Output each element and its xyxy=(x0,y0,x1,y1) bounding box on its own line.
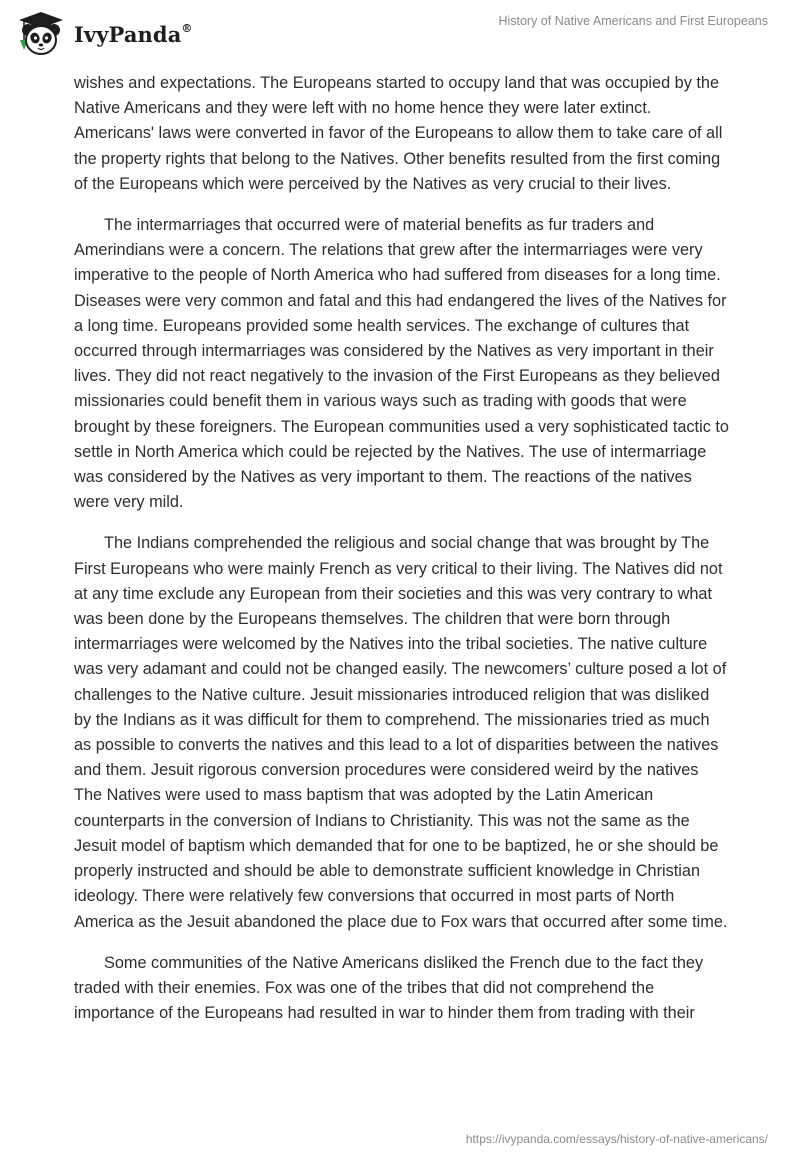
panda-graduate-logo-icon xyxy=(14,10,68,58)
paragraph: Some communities of the Native Americans disliked the French due to the fact they traded with their enemies. Fox was one of the tribes that did not comprehend the importance of the Europeans had resulted in war to hinder them from trading with their xyxy=(74,953,704,1023)
logo-wordmark: IvyPanda® xyxy=(74,21,193,47)
site-logo[interactable] xyxy=(14,10,193,58)
paragraph: wishes and expectations. The Europeans started to occupy land that was occupied by the Native Americans and they were left with no home hence they were later extinct. Americans' laws were converted in favor of the Europeans to allow them to take care of all the property rights that belong to the Natives. Other benefits resulted from the first coming of the Europeans which were perceived by the Natives as very crucial to their lives. xyxy=(74,74,723,193)
paragraph: The intermarriages that occurred were of material benefits as fur traders and Amerindians were a concern. The relations that grew after the intermarriages were very imperative to the people of North America who had suffered from diseases for a long time. Diseases were very common and fatal and this had endangered the lives of the Natives for a long time. Europeans provided some health services. The exchange of cultures that occurred through intermarriages was considered by the Natives as very important in their lives. They did not react negatively to the invasion of the First Europeans as they believed missionaries could benefit them in various ways such as trading with goods that were brought by these foreigners. The European communities used a very sophisticated tactic to settle in North America which could be rejected by the Natives. The use of intermarriage was considered by the Natives as very important to them. The reactions of the natives were very mild. xyxy=(74,216,729,512)
paragraph: The Indians comprehended the religious and social change that was brought by The First Europeans who were mainly French as very critical to their living. The Natives did not at any time exclude any European from their societies and this was very contrary to what was been done by the Europeans themselves. The children that were born through intermarriages were welcomed by the Natives into the tribal societies. The native culture was very adamant and could not be changed easily. The newcomers’ culture posed a lot of challenges to the Native culture. Jesuit missionaries introduced religion that was disliked by the Indians as it was difficult for them to comprehend. The missionaries tried as much as possible to converts the natives and this lead to a lot of disparities between the natives and them. Jesuit rigorous conversion procedures were considered weird by the natives The Natives were used to mass baptism that was adopted by the Latin American counterparts in the conversion of Indians to Christianity. This was not the same as the Jesuit model of baptism which demanded that for one to be baptized, he or she should be properly instructed and should be able to demonstrate sufficient knowledge in Christian ideology. There were relatively few conversions that occurred in most parts of North America as the Jesuit abandoned the place due to Fox wars that occurred after some time. xyxy=(74,534,728,931)
source-url[interactable]: https://ivypanda.com/essays/history-of-native-americans/ xyxy=(465,1132,768,1146)
page-header xyxy=(0,0,800,70)
essay-body xyxy=(74,71,729,1042)
document-title: History of Native Americans and First Europeans xyxy=(498,14,768,28)
